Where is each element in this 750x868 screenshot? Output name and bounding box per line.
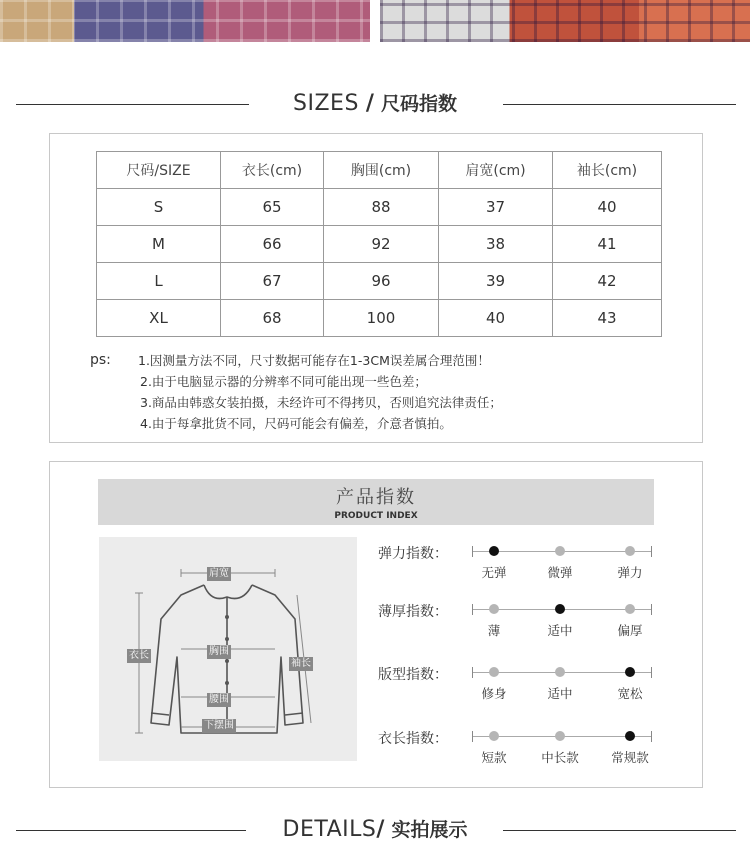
details-title-en: DETAILS bbox=[282, 817, 377, 842]
size-cell: S bbox=[97, 189, 221, 226]
heading-rule-right bbox=[503, 104, 736, 105]
chest-cell: 88 bbox=[324, 189, 439, 226]
index-option: 修身 bbox=[481, 686, 507, 701]
index-dot bbox=[555, 604, 565, 614]
table-row bbox=[97, 263, 662, 300]
index-dot bbox=[489, 604, 499, 614]
index-tick bbox=[472, 731, 473, 742]
length-cell: 67 bbox=[221, 263, 324, 300]
index-dot bbox=[625, 604, 635, 614]
index-dot bbox=[489, 731, 499, 741]
index-tick bbox=[651, 546, 652, 557]
index-option: 微弹 bbox=[547, 565, 573, 580]
index-option: 适中 bbox=[547, 686, 573, 701]
product-index-title-en: PRODUCT INDEX bbox=[334, 511, 418, 521]
index-track bbox=[472, 551, 652, 580]
index-tick bbox=[472, 546, 473, 557]
size-cell: XL bbox=[97, 300, 221, 337]
shoulder-cell: 40 bbox=[439, 300, 553, 337]
chest-cell: 96 bbox=[324, 263, 439, 300]
index-tick bbox=[651, 604, 652, 615]
note-line: 3.商品由韩惑女装拍摄，未经许可不得拷贝，否则追究法律责任； bbox=[140, 395, 502, 410]
label-length: 衣长 bbox=[129, 650, 149, 661]
chest-cell: 92 bbox=[324, 226, 439, 263]
index-dot bbox=[555, 667, 565, 677]
sizes-heading bbox=[0, 89, 750, 119]
sleeve-cell: 43 bbox=[553, 300, 662, 337]
note-line: 2.由于电脑显示器的分辨率不同可能出现一些色差； bbox=[140, 374, 427, 389]
label-chest: 胸围 bbox=[209, 646, 229, 657]
index-track bbox=[472, 609, 652, 638]
sizes-title-cn: 尺码指数 bbox=[380, 93, 457, 115]
index-dot bbox=[489, 667, 499, 677]
product-photo-left bbox=[0, 0, 370, 42]
index-label: 薄厚指数： bbox=[378, 604, 448, 620]
sizes-title-separator: / bbox=[365, 91, 374, 116]
index-dot bbox=[625, 731, 635, 741]
label-waist: 腰围 bbox=[209, 694, 229, 705]
table-row bbox=[97, 300, 662, 337]
details-title-cn: 实拍展示 bbox=[391, 819, 468, 841]
header-chest: 胸围(cm) bbox=[324, 152, 439, 189]
fit-index bbox=[378, 667, 678, 712]
index-option: 偏厚 bbox=[617, 623, 643, 638]
garment-length-index bbox=[378, 731, 678, 776]
elasticity-index bbox=[378, 546, 678, 591]
index-tick bbox=[472, 667, 473, 678]
header-length: 衣长(cm) bbox=[221, 152, 324, 189]
length-cell: 65 bbox=[221, 189, 324, 226]
index-option: 弹力 bbox=[617, 565, 643, 580]
sleeve-cell: 41 bbox=[553, 226, 662, 263]
size-cell: L bbox=[97, 263, 221, 300]
shoulder-cell: 38 bbox=[439, 226, 553, 263]
note-line: 4.由于每拿批货不同，尺码可能会有偏差，介意者慎拍。 bbox=[140, 416, 452, 431]
sizes-title-en: SIZES bbox=[293, 91, 359, 116]
shoulder-cell: 37 bbox=[439, 189, 553, 226]
note-line: 1.因测量方法不同，尺寸数据可能存在1-3CM误差属合理范围！ bbox=[138, 353, 490, 368]
shoulder-cell: 39 bbox=[439, 263, 553, 300]
index-option: 适中 bbox=[547, 623, 573, 638]
table-row bbox=[97, 226, 662, 263]
label-sleeve: 袖长 bbox=[291, 658, 311, 669]
index-option: 无弹 bbox=[481, 565, 507, 580]
index-option: 常规款 bbox=[611, 750, 649, 765]
product-photo-right bbox=[380, 0, 750, 42]
index-label: 版型指数： bbox=[378, 667, 448, 683]
index-track bbox=[472, 736, 652, 765]
details-title-separator: / bbox=[376, 817, 385, 842]
table-row bbox=[97, 189, 662, 226]
index-dot bbox=[625, 667, 635, 677]
index-option: 宽松 bbox=[617, 686, 643, 701]
sleeve-cell: 40 bbox=[553, 189, 662, 226]
index-tick bbox=[651, 731, 652, 742]
index-option: 中长款 bbox=[541, 750, 579, 765]
thickness-index bbox=[378, 604, 678, 649]
heading-rule-right bbox=[503, 830, 736, 831]
index-tick bbox=[472, 604, 473, 615]
index-label: 衣长指数： bbox=[378, 731, 448, 747]
length-cell: 68 bbox=[221, 300, 324, 337]
header-shoulder: 肩宽(cm) bbox=[439, 152, 553, 189]
details-heading bbox=[0, 815, 750, 845]
size-cell: M bbox=[97, 226, 221, 263]
index-dot bbox=[489, 546, 499, 556]
label-shoulder: 肩宽 bbox=[209, 568, 229, 579]
label-hem: 下摆围 bbox=[204, 720, 234, 731]
garment-diagram bbox=[99, 537, 357, 761]
index-label: 弹力指数： bbox=[378, 546, 448, 562]
length-cell: 66 bbox=[221, 226, 324, 263]
index-dot bbox=[625, 546, 635, 556]
index-dot bbox=[555, 731, 565, 741]
index-option: 短款 bbox=[481, 750, 507, 765]
size-table-header-row bbox=[97, 152, 662, 189]
chest-cell: 100 bbox=[324, 300, 439, 337]
product-index-banner bbox=[98, 479, 654, 525]
index-dot bbox=[555, 546, 565, 556]
header-size: 尺码/SIZE bbox=[97, 152, 221, 189]
index-option: 薄 bbox=[487, 623, 501, 638]
index-tick bbox=[651, 667, 652, 678]
index-track bbox=[472, 672, 652, 701]
notes-label: ps: bbox=[90, 352, 111, 368]
header-sleeve: 袖长(cm) bbox=[553, 152, 662, 189]
size-table bbox=[96, 151, 662, 337]
sleeve-cell: 42 bbox=[553, 263, 662, 300]
product-index-title-cn: 产品指数 bbox=[336, 487, 416, 508]
